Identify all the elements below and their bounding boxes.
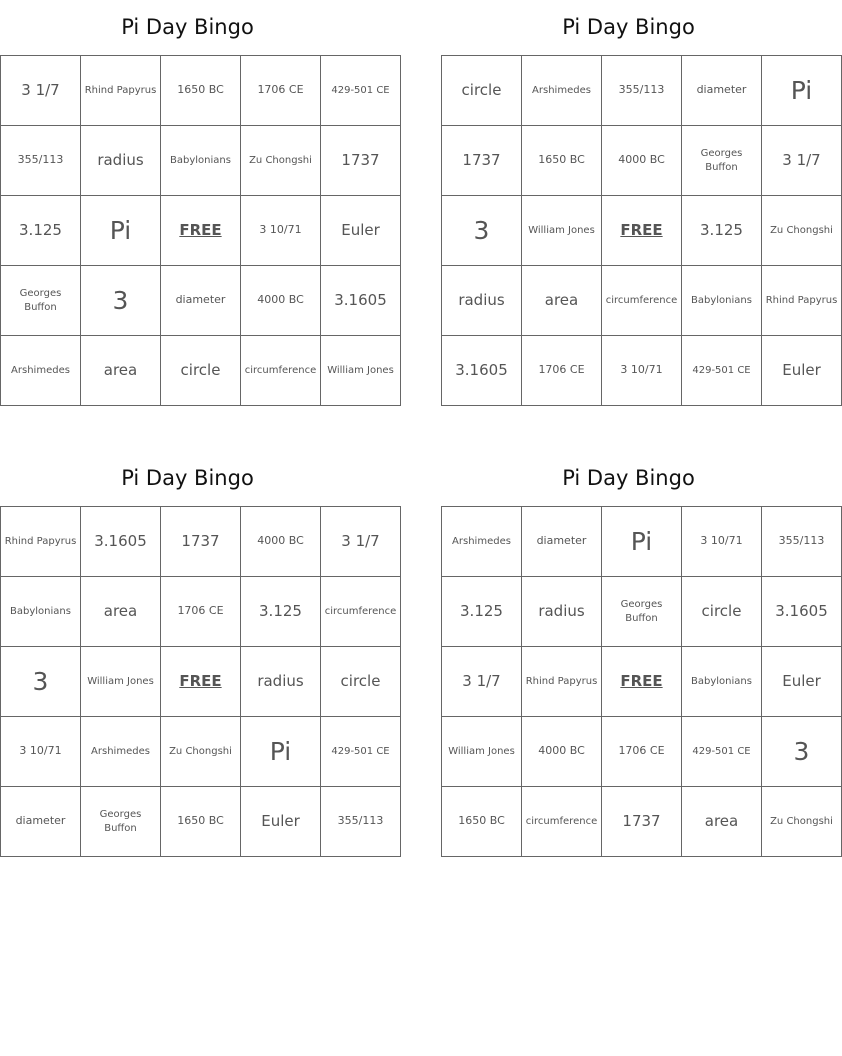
grid-row <box>1 266 401 336</box>
bingo-cell: 3.1605 <box>81 507 161 577</box>
card-title: Pi Day Bingo <box>562 15 695 39</box>
bingo-cell: 429-501 CE <box>682 336 762 406</box>
bingo-cell: 3 <box>762 717 842 787</box>
bingo-cell: 3.1605 <box>442 336 522 406</box>
free-space-cell: FREE <box>602 647 682 717</box>
bingo-cell: 3 10/71 <box>241 196 321 266</box>
grid-row <box>1 507 401 577</box>
bingo-cell: area <box>522 266 602 336</box>
bingo-cell: 355/113 <box>321 787 401 857</box>
bingo-cell: 3 1/7 <box>762 126 842 196</box>
bingo-cell: 3 <box>81 266 161 336</box>
bingo-cell: circle <box>321 647 401 717</box>
bingo-cell: area <box>682 787 762 857</box>
bingo-cell: 429-501 CE <box>682 717 762 787</box>
bingo-cell: Euler <box>241 787 321 857</box>
bingo-cell: 1737 <box>161 507 241 577</box>
bingo-cell: 1706 CE <box>602 717 682 787</box>
bingo-cell: Rhind Papyrus <box>81 56 161 126</box>
grid-row <box>442 336 842 406</box>
bingo-cell: Rhind Papyrus <box>1 507 81 577</box>
bingo-grid <box>441 55 842 406</box>
bingo-cell: radius <box>522 577 602 647</box>
bingo-cell: William Jones <box>321 336 401 406</box>
bingo-grid <box>0 506 401 857</box>
bingo-cell: Babylonians <box>682 647 762 717</box>
bingo-cell: 3.125 <box>442 577 522 647</box>
grid-row <box>1 126 401 196</box>
grid-row <box>1 577 401 647</box>
bingo-cell: 3 1/7 <box>1 56 81 126</box>
grid-row <box>442 56 842 126</box>
bingo-cell: radius <box>442 266 522 336</box>
bingo-cell: circumference <box>321 577 401 647</box>
grid-row <box>442 126 842 196</box>
bingo-cell: area <box>81 336 161 406</box>
bingo-cell: Georges Buffon <box>602 577 682 647</box>
bingo-cell: Babylonians <box>1 577 81 647</box>
bingo-grid <box>0 55 401 406</box>
bingo-cell: 3 10/71 <box>682 507 762 577</box>
bingo-cell: 355/113 <box>1 126 81 196</box>
bingo-cell: Rhind Papyrus <box>762 266 842 336</box>
bingo-cell: diameter <box>161 266 241 336</box>
bingo-cell: 3 10/71 <box>1 717 81 787</box>
bingo-cell: 3 <box>442 196 522 266</box>
bingo-cell: circle <box>682 577 762 647</box>
bingo-cell: Pi <box>762 56 842 126</box>
bingo-cell: Zu Chongshi <box>161 717 241 787</box>
bingo-cell: 1737 <box>602 787 682 857</box>
free-space-cell: FREE <box>602 196 682 266</box>
bingo-card-1 <box>0 0 394 406</box>
bingo-cell: Pi <box>81 196 161 266</box>
grid-row <box>442 507 842 577</box>
bingo-card-4 <box>441 451 833 857</box>
bingo-cell: 3 <box>1 647 81 717</box>
bingo-card-2 <box>441 0 838 406</box>
bingo-cell: Arshimedes <box>1 336 81 406</box>
bingo-cell: Zu Chongshi <box>762 787 842 857</box>
bingo-cell: Babylonians <box>682 266 762 336</box>
bingo-cell: circle <box>442 56 522 126</box>
grid-row <box>442 717 842 787</box>
bingo-cell: 3.125 <box>241 577 321 647</box>
bingo-cell: 3.125 <box>682 196 762 266</box>
grid-row <box>442 266 842 336</box>
bingo-cell: 4000 BC <box>241 266 321 336</box>
bingo-cell: Georges Buffon <box>81 787 161 857</box>
bingo-cell: diameter <box>682 56 762 126</box>
bingo-card-3 <box>0 451 397 857</box>
bingo-cell: Georges Buffon <box>682 126 762 196</box>
bingo-cell: 1737 <box>321 126 401 196</box>
bingo-cell: Zu Chongshi <box>241 126 321 196</box>
bingo-cell: Arshimedes <box>522 56 602 126</box>
bingo-cell: Georges Buffon <box>1 266 81 336</box>
bingo-grid <box>441 506 842 857</box>
bingo-cell: Arshimedes <box>442 507 522 577</box>
bingo-cell: William Jones <box>442 717 522 787</box>
card-title: Pi Day Bingo <box>121 466 254 490</box>
bingo-cell: Euler <box>321 196 401 266</box>
grid-row <box>1 196 401 266</box>
grid-row <box>1 787 401 857</box>
bingo-cell: 1737 <box>442 126 522 196</box>
bingo-cell: 3 1/7 <box>442 647 522 717</box>
bingo-cell: circumference <box>522 787 602 857</box>
bingo-cell: 3 1/7 <box>321 507 401 577</box>
bingo-cell: 4000 BC <box>241 507 321 577</box>
bingo-cell: diameter <box>522 507 602 577</box>
bingo-cell: 355/113 <box>762 507 842 577</box>
bingo-cell: diameter <box>1 787 81 857</box>
bingo-cell: Euler <box>762 336 842 406</box>
bingo-cell: 3.1605 <box>762 577 842 647</box>
bingo-cell: 355/113 <box>602 56 682 126</box>
grid-row <box>1 56 401 126</box>
bingo-cell: radius <box>81 126 161 196</box>
card-title: Pi Day Bingo <box>562 466 695 490</box>
bingo-cell: circumference <box>602 266 682 336</box>
bingo-cell: William Jones <box>522 196 602 266</box>
bingo-cell: 3.125 <box>1 196 81 266</box>
grid-row <box>1 336 401 406</box>
bingo-cell: 1706 CE <box>241 56 321 126</box>
bingo-cell: Rhind Papyrus <box>522 647 602 717</box>
bingo-cell: Arshimedes <box>81 717 161 787</box>
bingo-cell: 4000 BC <box>602 126 682 196</box>
bingo-cell: 1650 BC <box>442 787 522 857</box>
grid-row <box>442 787 842 857</box>
bingo-cell: circle <box>161 336 241 406</box>
bingo-cell: 429-501 CE <box>321 717 401 787</box>
bingo-cell: 3.1605 <box>321 266 401 336</box>
bingo-cell: 429-501 CE <box>321 56 401 126</box>
grid-row <box>442 196 842 266</box>
free-space-cell: FREE <box>161 647 241 717</box>
bingo-cell: 4000 BC <box>522 717 602 787</box>
bingo-cell: 3 10/71 <box>602 336 682 406</box>
bingo-cell: Pi <box>602 507 682 577</box>
bingo-cell: Babylonians <box>161 126 241 196</box>
bingo-cell: Zu Chongshi <box>762 196 842 266</box>
bingo-cell: 1650 BC <box>522 126 602 196</box>
bingo-cell: area <box>81 577 161 647</box>
bingo-cell: 1650 BC <box>161 56 241 126</box>
bingo-cell: 1706 CE <box>522 336 602 406</box>
grid-row <box>1 717 401 787</box>
bingo-cell: Pi <box>241 717 321 787</box>
free-space-cell: FREE <box>161 196 241 266</box>
bingo-cell: William Jones <box>81 647 161 717</box>
bingo-cell: Euler <box>762 647 842 717</box>
bingo-cell: radius <box>241 647 321 717</box>
grid-row <box>442 577 842 647</box>
bingo-cell: 1650 BC <box>161 787 241 857</box>
bingo-cell: 1706 CE <box>161 577 241 647</box>
grid-row <box>442 647 842 717</box>
bingo-cell: circumference <box>241 336 321 406</box>
grid-row <box>1 647 401 717</box>
card-title: Pi Day Bingo <box>121 15 254 39</box>
